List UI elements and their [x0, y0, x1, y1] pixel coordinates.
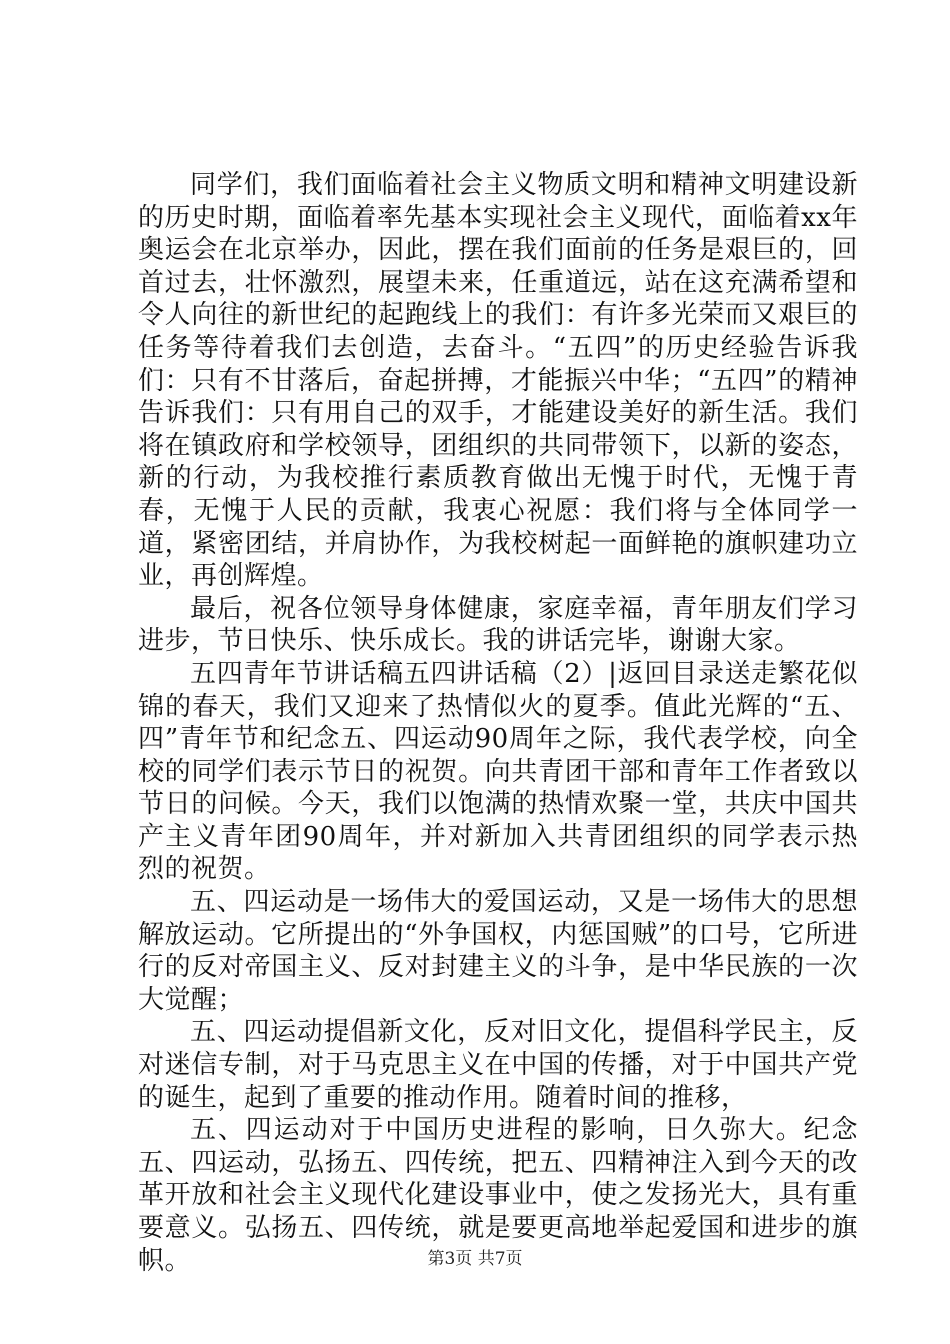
page-number-footer: 第3页 共7页: [427, 1249, 523, 1269]
paragraph-2: 最后，祝各位领导身体健康，家庭幸福，青年朋友们学习进步，节日快乐、快乐成长。我的讲话完毕，谢谢大家。: [138, 593, 858, 657]
paragraph-4: 五、四运动是一场伟大的爱国运动，又是一场伟大的思想解放运动。它所提出的“外争国权，内惩国贼”的口号，它所进行的反对帝国主义、反对封建主义的斗争，是中华民族的一次大觉醒；: [138, 887, 858, 1015]
document-body: [138, 169, 858, 1277]
paragraph-5: 五、四运动提倡新文化，反对旧文化，提倡科学民主，反对迷信专制，对于马克思主义在中国的传播，对于中国共产党的诞生，起到了重要的推动作用。随着时间的推移，: [138, 1017, 858, 1113]
paragraph-3: 五四青年节讲话稿五四讲话稿（2）|返回目录送走繁花似锦的春天，我们又迎来了热情似火的夏季。值此光辉的“五、四”青年节和纪念五、四运动90周年之际，我代表学校，向全校的同学们表示节日的祝贺。向共青团干部和青年工作者致以节日的问候。今天，我们以饱满的热情欢聚一堂，共庆中国共产主义青年团90周年，并对新加入共青团组织的同学表示热烈的祝贺。: [138, 658, 858, 885]
paragraph-1: 同学们，我们面临着社会主义物质文明和精神文明建设新的历史时期，面临着率先基本实现社会主义现代，面临着xx年奥运会在北京举办，因此，摆在我们面前的任务是艰巨的，回首过去，壮怀激烈，展望未来，任重道远，站在这充满希望和令人向往的新世纪的起跑线上的我们：有许多光荣而又艰巨的任务等待着我们去创造，去奋斗。“五四”的历史经验告诉我们：只有不甘落后，奋起拼搏，才能振兴中华；“五四”的精神告诉我们：只有用自己的双手，才能建设美好的新生活。我们将在镇政府和学校领导，团组织的共同带领下，以新的姿态，新的行动，为我校推行素质教育做出无愧于时代，无愧于青春，无愧于人民的贡献，我衷心祝愿：我们将与全体同学一道，紧密团结，并肩协作，为我校树起一面鲜艳的旗帜建功立业，再创辉煌。: [138, 170, 858, 592]
paragraph-6: 五、四运动对于中国历史进程的影响，日久弥大。纪念五、四运动，弘扬五、四传统，把五、四精神注入到今天的改革开放和社会主义现代化建设事业中，使之发扬光大，具有重要意义。弘扬五、四传统，就是要更高地举起爱国和进步的旗帜。: [138, 1115, 858, 1276]
